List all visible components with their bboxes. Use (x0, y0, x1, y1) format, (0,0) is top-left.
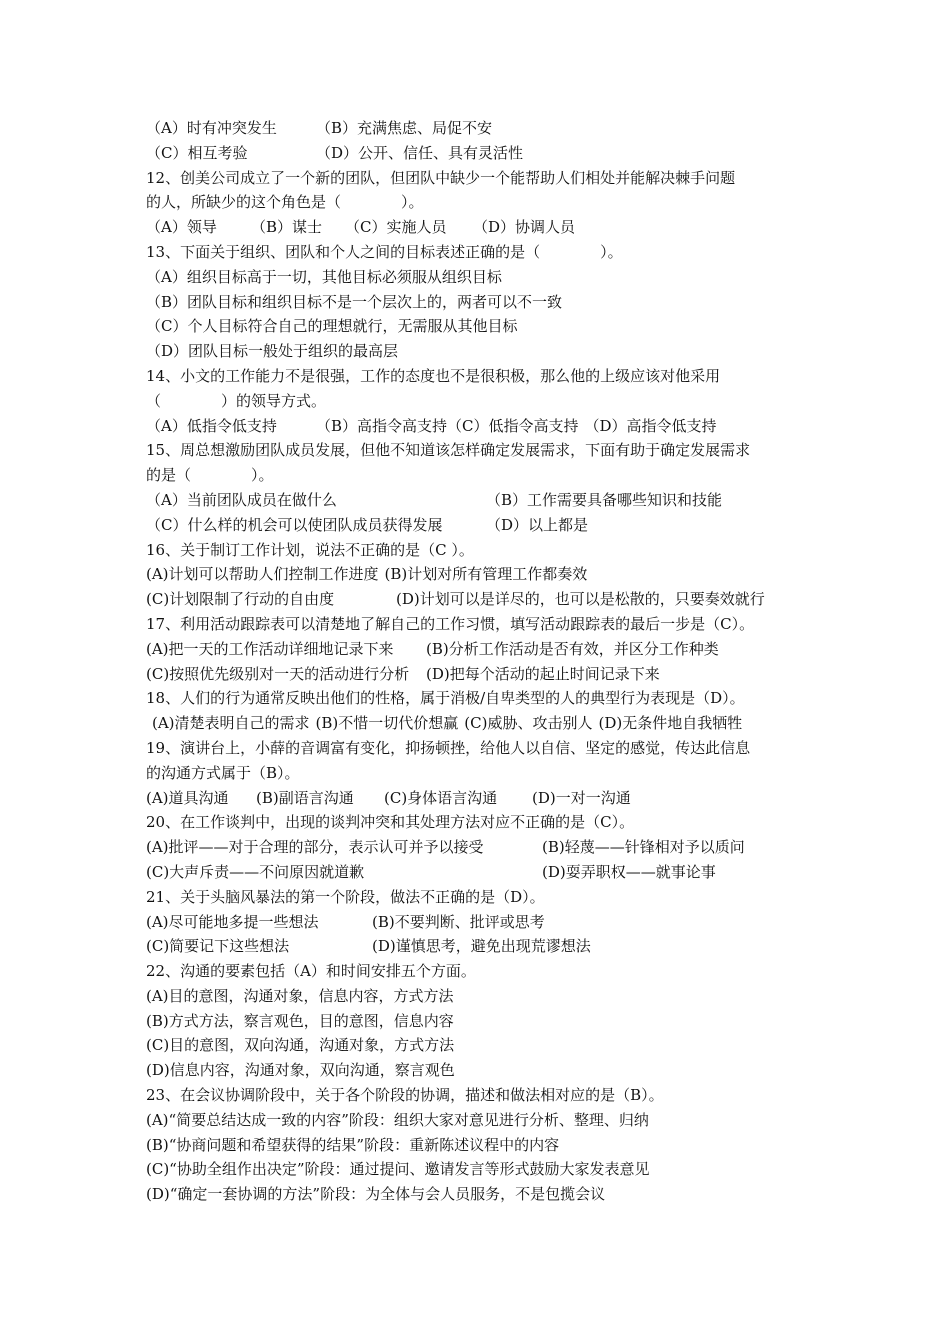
q11-options-row-2 (146, 141, 950, 166)
q19-stem-line-1: 19、演讲台上，小薛的音调富有变化，抑扬顿挫，给他人以自信、坚定的感觉，传达此信息 (146, 738, 751, 757)
q19-option-b: (B)副语言沟通 (256, 788, 354, 807)
q20-options-row-1 (146, 835, 950, 860)
q22-option-a: (A)目的意图，沟通对象，信息内容，方式方法 (146, 986, 454, 1005)
q12-option-c: （C）实施人员 (345, 218, 447, 237)
q20-option-b: (B)轻蔑——针锋相对予以质问 (542, 838, 745, 857)
q23-option-d: (D)“确定一套协调的方法”阶段：为全体与会人员服务，不是包揽会议 (146, 1185, 606, 1204)
q19-option-d: (D)一对一沟通 (532, 788, 631, 807)
q19-option-a: (A)道具沟通 (146, 788, 229, 807)
q23-option-a: (A)“简要总结达成一致的内容”阶段：组织大家对意见进行分析、整理、归纳 (146, 1110, 649, 1129)
q21-options-row-2 (146, 934, 950, 959)
q18-option-a: (A)清楚表明自己的需求 (152, 714, 310, 733)
q15-options-row-2 (146, 513, 950, 538)
q15-option-c: （C）什么样的机会可以使团队成员获得发展 (146, 515, 443, 534)
q23-option-b: (B)“协商问题和希望获得的结果”阶段：重新陈述议程中的内容 (146, 1135, 560, 1154)
q14-option-c: （C）低指令高支持 (447, 416, 579, 435)
q22-option-b: (B)方式方法，察言观色，目的意图，信息内容 (146, 1011, 454, 1030)
q17-option-c: (C)按照优先级别对一天的活动进行分析 (146, 664, 410, 683)
q14-options (146, 414, 950, 439)
q21-option-b: (B)不要判断、批评或思考 (372, 912, 545, 931)
q17-options-row-2 (146, 662, 950, 687)
q23-stem: 23、在会议协调阶段中，关于各个阶段的协调，描述和做法相对应的是（B）。 (146, 1086, 664, 1105)
q15-option-d: （D）以上都是 (486, 515, 589, 534)
q15-option-b: （B）工作需要具备哪些知识和技能 (486, 490, 723, 509)
q12-stem-line-1: 12、创美公司成立了一个新的团队，但团队中缺少一个能帮助人们相处并能解决棘手问题 (146, 168, 736, 187)
q16-option-c: (C)计划限制了行动的自由度 (146, 590, 335, 609)
q21-option-a: (A)尽可能地多提一些想法 (146, 912, 319, 931)
q15-option-a: （A）当前团队成员在做什么 (146, 490, 337, 509)
q11-option-c: （C）相互考验 (146, 143, 248, 162)
q18-stem: 18、人们的行为通常反映出他们的性格，属于消极/自卑类型的人的典型行为表现是（D）。 (146, 689, 745, 708)
q18-option-c: (C)威胁、攻击别人 (464, 714, 593, 733)
q16-option-b: (B)计划对所有管理工作都奏效 (384, 565, 588, 584)
q20-stem: 20、在工作谈判中，出现的谈判冲突和其处理方法对应不正确的是（C）。 (146, 813, 635, 832)
q20-option-c: (C)大声斥责——不问原因就道歉 (146, 862, 365, 881)
q21-option-d: (D)谨慎思考，避免出现荒谬想法 (372, 937, 591, 956)
q12-stem-line-2: 的人，所缺少的这个角色是（ ）。 (146, 193, 424, 212)
q16-stem: 16、关于制订工作计划，说法不正确的是（C ）。 (146, 540, 474, 559)
q14-option-a: （A）低指令低支持 (146, 416, 277, 435)
q19-stem-line-2: 的沟通方式属于（B）。 (146, 763, 300, 782)
q12-option-d: （D）协调人员 (473, 218, 576, 237)
q11-option-b: （B）充满焦虑、局促不安 (316, 119, 493, 137)
q17-option-d: (D)把每个活动的起止时间记录下来 (426, 664, 660, 683)
q19-options (146, 786, 950, 811)
q14-option-b: （B）高指令高支持 (316, 416, 448, 435)
q15-stem-line-1: 15、周总想激励团队成员发展，但他不知道该怎样确定发展需求，下面有助于确定发展需求 (146, 441, 751, 460)
q12-option-a: （A）领导 (146, 218, 217, 237)
q22-option-d: (D)信息内容，沟通对象，双向沟通，察言观色 (146, 1061, 455, 1080)
q16-options-row-2 (146, 587, 950, 612)
q12-options (146, 215, 950, 240)
q14-stem-line-2: （ ）的领导方式。 (146, 391, 327, 410)
q17-options-row-1 (146, 637, 950, 662)
q13-stem: 13、下面关于组织、团队和个人之间的目标表述正确的是（ ）。 (146, 242, 623, 261)
q20-options-row-2 (146, 860, 950, 885)
q16-options-row-1 (146, 562, 950, 587)
q15-stem-line-2: 的是（ ）。 (146, 466, 274, 485)
q17-option-a: (A)把一天的工作活动详细地记录下来 (146, 639, 394, 658)
q17-option-b: (B)分析工作活动是否有效，并区分工作种类 (426, 639, 719, 658)
q22-stem: 22、沟通的要素包括（A）和时间安排五个方面。 (146, 962, 476, 981)
q13-option-a: （A）组织目标高于一切，其他目标必须服从组织目标 (146, 267, 502, 286)
q20-option-a: (A)批评——对于合理的部分，表示认可并予以接受 (146, 838, 484, 857)
q15-options-row-1 (146, 488, 950, 513)
q22-option-c: (C)目的意图，双向沟通，沟通对象，方式方法 (146, 1036, 455, 1055)
q18-option-b: (B)不惜一切代价想赢 (315, 714, 459, 733)
q23-option-c: (C)“协助全组作出决定”阶段：通过提问、邀请发言等形式鼓励大家发表意见 (146, 1160, 650, 1179)
q13-option-d: （D）团队目标一般处于组织的最高层 (146, 342, 399, 361)
q21-option-c: (C)简要记下这些想法 (146, 937, 290, 956)
q16-option-d: (D)计划可以是详尽的，也可以是松散的，只要奏效就行 (396, 590, 765, 609)
q14-option-d: （D）高指令低支持 (584, 416, 717, 435)
q13-option-b: （B）团队目标和组织目标不是一个层次上的，两者可以不一致 (146, 292, 563, 311)
q18-options (146, 711, 950, 736)
q20-option-d: (D)耍弄职权——就事论事 (542, 862, 716, 881)
q16-option-a: (A)计划可以帮助人们控制工作进度 (146, 565, 379, 584)
q11-option-a: （A）时有冲突发生 (146, 119, 277, 137)
q21-options-row-1 (146, 910, 950, 935)
q11-options-row-1 (146, 116, 950, 141)
q12-option-b: （B）谋士 (251, 218, 323, 237)
q18-option-d: (D)无条件地自我牺牲 (598, 714, 743, 733)
q21-stem: 21、关于头脑风暴法的第一个阶段，做法不正确的是（D）。 (146, 887, 545, 906)
q14-stem-line-1: 14、小文的工作能力不是很强，工作的态度也不是很积极，那么他的上级应该对他采用 (146, 366, 721, 385)
q19-option-c: (C)身体语言沟通 (384, 788, 498, 807)
q13-option-c: （C）个人目标符合自己的理想就行，无需服从其他目标 (146, 317, 518, 336)
q11-option-d: （D）公开、信任、具有灵活性 (316, 143, 524, 162)
q17-stem: 17、利用活动跟踪表可以清楚地了解自己的工作习惯，填写活动跟踪表的最后一步是（C）。 (146, 614, 755, 633)
